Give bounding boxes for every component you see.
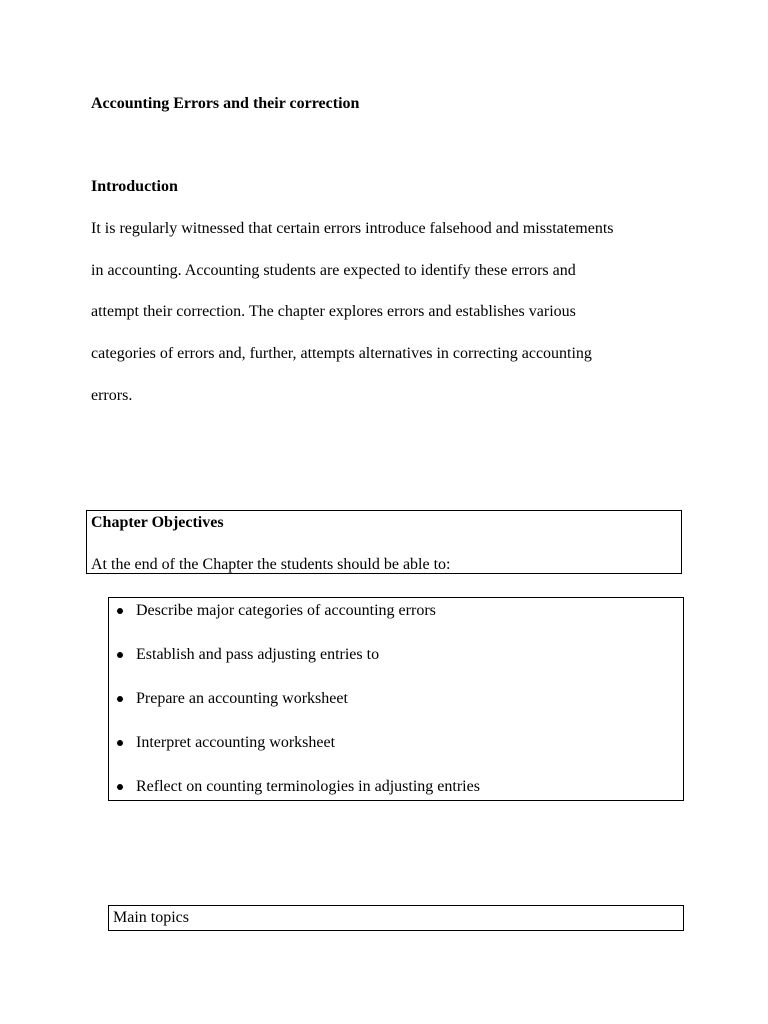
- introduction-line: categories of errors and, further, attempts alternatives in correcting accounting: [91, 345, 592, 362]
- introduction-line: It is regularly witnessed that certain errors introduce falsehood and misstatements: [91, 220, 614, 237]
- introduction-line: in accounting. Accounting students are expected to identify these errors and: [91, 262, 576, 279]
- introduction-line: errors.: [91, 387, 133, 404]
- introduction-line: attempt their correction. The chapter explores errors and establishes various: [91, 303, 576, 320]
- chapter-objectives-box: [86, 510, 682, 574]
- bullet-icon: [117, 784, 123, 790]
- objective-text: Establish and pass adjusting entries to: [136, 646, 380, 663]
- main-topics-box: [108, 905, 684, 931]
- bullet-icon: [117, 652, 123, 658]
- main-topics-label: Main topics: [113, 909, 189, 926]
- chapter-objectives-heading: Chapter Objectives: [91, 514, 224, 531]
- page-title: Accounting Errors and their correction: [91, 95, 360, 112]
- objective-text: Describe major categories of accounting errors: [136, 602, 436, 619]
- bullet-icon: [117, 740, 123, 746]
- introduction-heading: Introduction: [91, 178, 178, 195]
- bullet-icon: [117, 696, 123, 702]
- bullet-icon: [117, 608, 123, 614]
- chapter-objectives-intro: At the end of the Chapter the students should be able to:: [91, 556, 451, 573]
- objectives-list-box: [108, 597, 684, 801]
- objective-text: Interpret accounting worksheet: [136, 734, 336, 751]
- objective-text: Prepare an accounting worksheet: [136, 690, 348, 707]
- objective-text: Reflect on counting terminologies in adjusting entries: [136, 778, 480, 795]
